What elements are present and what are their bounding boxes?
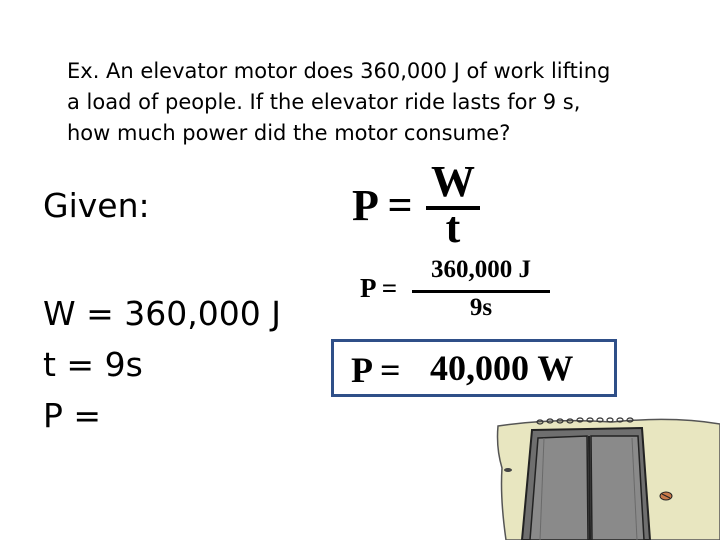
power-formula-numerator: W bbox=[431, 157, 475, 206]
substituted-formula bbox=[360, 256, 560, 326]
given-power: P = bbox=[43, 396, 102, 435]
fraction-bar bbox=[412, 290, 550, 293]
given-heading: Given: bbox=[43, 186, 150, 225]
substituted-formula-denominator: 9s bbox=[469, 294, 493, 321]
given-work: W = 360,000 J bbox=[43, 294, 281, 333]
problem-line-1: Ex. An elevator motor does 360,000 J of work lifting bbox=[67, 59, 611, 83]
power-formula bbox=[352, 157, 482, 252]
power-formula-lhs: P = bbox=[352, 181, 413, 230]
answer-lhs: P = bbox=[351, 350, 401, 390]
substituted-formula-numerator: 360,000 J bbox=[431, 256, 531, 283]
given-time: t = 9s bbox=[43, 345, 143, 384]
elevator-doors-icon bbox=[492, 408, 720, 540]
problem-statement bbox=[67, 56, 677, 149]
answer-value: 40,000 W bbox=[430, 348, 574, 388]
given-values bbox=[43, 288, 281, 441]
problem-line-3: how much power did the motor consume? bbox=[67, 121, 511, 145]
problem-line-2: a load of people. If the elevator ride lasts for 9 s, bbox=[67, 90, 581, 114]
answer-box bbox=[331, 339, 617, 397]
substituted-formula-lhs: P = bbox=[360, 273, 398, 303]
power-formula-denominator: t bbox=[445, 203, 461, 252]
